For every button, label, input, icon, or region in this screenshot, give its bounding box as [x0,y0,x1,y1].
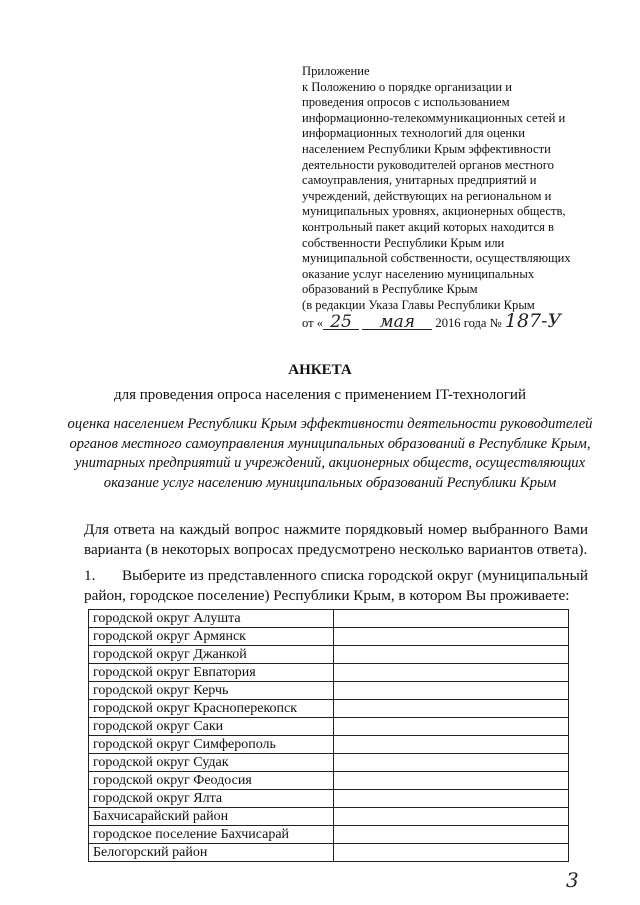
appendix-line: контрольный пакет акций которых находится в [302,219,554,234]
answer-cell[interactable] [334,736,569,754]
answer-cell[interactable] [334,844,569,862]
option-label: городской округ Судак [89,754,334,772]
question-number: 1. [84,567,96,584]
table-row[interactable] [89,808,569,826]
option-label: городской округ Симферополь [89,736,334,754]
table-row[interactable] [89,736,569,754]
handwritten-day: 25 [323,315,359,330]
option-label: городской округ Евпатория [89,664,334,682]
option-label: городской округ Керчь [89,682,334,700]
appendix-line: Приложение [302,64,370,78]
answer-cell[interactable] [334,682,569,700]
option-label: городской округ Алушта [89,610,334,628]
answer-cell[interactable] [334,772,569,790]
option-label: Бахчисарайский район [89,808,334,826]
appendix-line: деятельности руководителей органов местного [302,157,554,172]
table-row[interactable] [89,772,569,790]
appendix-line: информационных технологий для оценки [302,126,526,141]
table-row[interactable] [89,754,569,772]
answer-cell[interactable] [334,718,569,736]
table-row[interactable] [89,682,569,700]
appendix-line: оказание услуг населению муниципальных [302,266,535,281]
option-label: городской округ Джанкой [89,646,334,664]
table-row[interactable] [89,628,569,646]
question-text: Выберите из представленного списка городской округ (муниципальный район, городское поселение) Республики Крым, в котором Вы проживаете: [84,567,588,604]
appendix-line: муниципальной собственности, осуществляющих [302,251,571,266]
answer-cell[interactable] [334,700,569,718]
answer-cell[interactable] [334,664,569,682]
table-row[interactable] [89,646,569,664]
answer-cell[interactable] [334,790,569,808]
date-year-text: 2016 года № [435,315,502,330]
survey-topic: оценка населением Республики Крым эффективности деятельности руководителей органов местного самоуправления муниципальных образований в Республике Крым, унитарных предприятий и учреждений, акционерных обществ, осуществляющих оказание услуг населению муниципальных образований Республики Крым [67,416,593,491]
answer-cell[interactable] [334,826,569,844]
options-table [88,609,569,862]
option-label: городской округ Ялта [89,790,334,808]
document-subtitle: для проведения опроса населения с применением IT-технологий [114,387,526,403]
decree-date-line [302,309,602,332]
option-label: городской округ Армянск [89,628,334,646]
appendix-line: населением Республики Крым эффективности [302,141,551,156]
table-row[interactable] [89,844,569,862]
answer-cell[interactable] [334,646,569,664]
option-label: городской округ Феодосия [89,772,334,790]
table-row[interactable] [89,826,569,844]
answer-cell[interactable] [334,808,569,826]
table-row[interactable] [89,664,569,682]
option-label: городское поселение Бахчисарай [89,826,334,844]
appendix-line: (в редакции Указа Главы Республики Крым [302,297,535,312]
table-row[interactable] [89,718,569,736]
table-row[interactable] [89,700,569,718]
handwritten-decree-number: 187-У [504,309,562,332]
appendix-line: к Положению о порядке организации и [302,79,512,94]
option-label: Белогорский район [89,844,334,862]
table-row[interactable] [89,610,569,628]
appendix-block [302,64,602,331]
appendix-line: образований в Республике Крым [302,282,478,297]
question-1 [84,566,588,606]
option-label: городской округ Саки [89,718,334,736]
date-prefix: от « [302,315,324,330]
appendix-line: муниципальных уровнях, акционерных обществ, [302,204,566,219]
appendix-line: самоуправления, унитарных предприятий и [302,173,537,188]
appendix-line: проведения опросов с использованием [302,95,510,110]
answer-cell[interactable] [334,610,569,628]
document-title: АНКЕТА [288,362,352,378]
appendix-line: учреждений, действующих на региональном и [302,188,552,203]
option-label: городской округ Красноперекопск [89,700,334,718]
appendix-line: собственности Республики Крым или [302,235,505,250]
appendix-line: информационно-телекоммуникационных сетей и [302,110,566,125]
answer-cell[interactable] [334,754,569,772]
handwritten-month: мая [362,315,432,330]
table-row[interactable] [89,790,569,808]
handwritten-page-number: 3 [566,868,579,892]
instruction-text: Для ответа на каждый вопрос нажмите порядковый номер выбранного Вами варианта (в некоторых вопросах предусмотрено несколько вариантов ответа). [84,521,588,558]
answer-cell[interactable] [334,628,569,646]
